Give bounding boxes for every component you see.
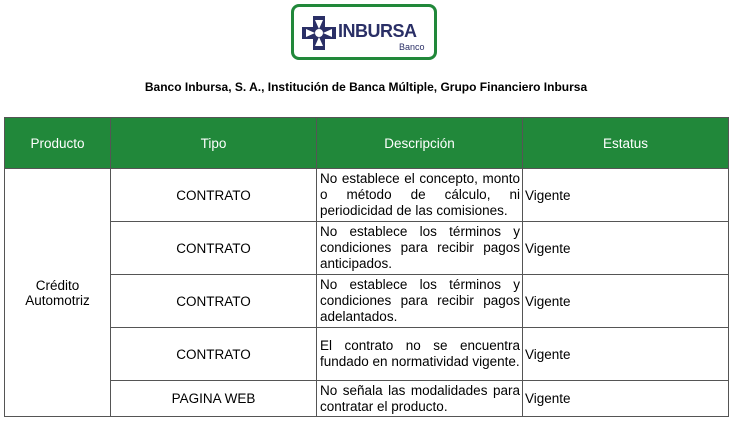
- findings-table: [4, 117, 729, 417]
- descripcion-cell: No señala las modalidades para contratar el producto.: [317, 381, 523, 417]
- table-row: [5, 381, 729, 417]
- inbursa-logo-icon: [302, 16, 336, 50]
- header-tipo: Tipo: [111, 118, 317, 169]
- tipo-cell: CONTRATO: [111, 169, 317, 222]
- estatus-cell: Vigente: [523, 275, 729, 328]
- descripcion-cell: El contrato no se encuentra fundado en normatividad vigente.: [317, 328, 523, 381]
- table-row: [5, 169, 729, 222]
- tipo-cell: CONTRATO: [111, 328, 317, 381]
- tipo-cell: CONTRATO: [111, 222, 317, 275]
- tipo-cell: PAGINA WEB: [111, 381, 317, 417]
- logo-name: INBURSA: [338, 21, 417, 41]
- descripcion-cell: No establece el concepto, monto o método de cálculo, ni periodicidad de las comisiones.: [317, 169, 523, 222]
- table-row: [5, 222, 729, 275]
- inbursa-logo: [291, 4, 437, 60]
- page-subtitle: Banco Inbursa, S. A., Institución de Banca Múltiple, Grupo Financiero Inbursa: [144, 80, 588, 94]
- table-row: [5, 328, 729, 381]
- estatus-cell: Vigente: [523, 169, 729, 222]
- product-cell: Crédito Automotriz: [5, 169, 111, 417]
- header-estatus: Estatus: [523, 118, 729, 169]
- table-row: [5, 275, 729, 328]
- table-header-row: [5, 118, 729, 169]
- descripcion-cell: No establece los términos y condiciones para recibir pagos anticipados.: [317, 222, 523, 275]
- descripcion-cell: No establece los términos y condiciones para recibir pagos adelantados.: [317, 275, 523, 328]
- tipo-cell: CONTRATO: [111, 275, 317, 328]
- header-descripcion: Descripción: [317, 118, 523, 169]
- estatus-cell: Vigente: [523, 381, 729, 417]
- estatus-cell: Vigente: [523, 328, 729, 381]
- estatus-cell: Vigente: [523, 222, 729, 275]
- logo-subtitle: Banco: [399, 42, 425, 52]
- header-producto: Producto: [5, 118, 111, 169]
